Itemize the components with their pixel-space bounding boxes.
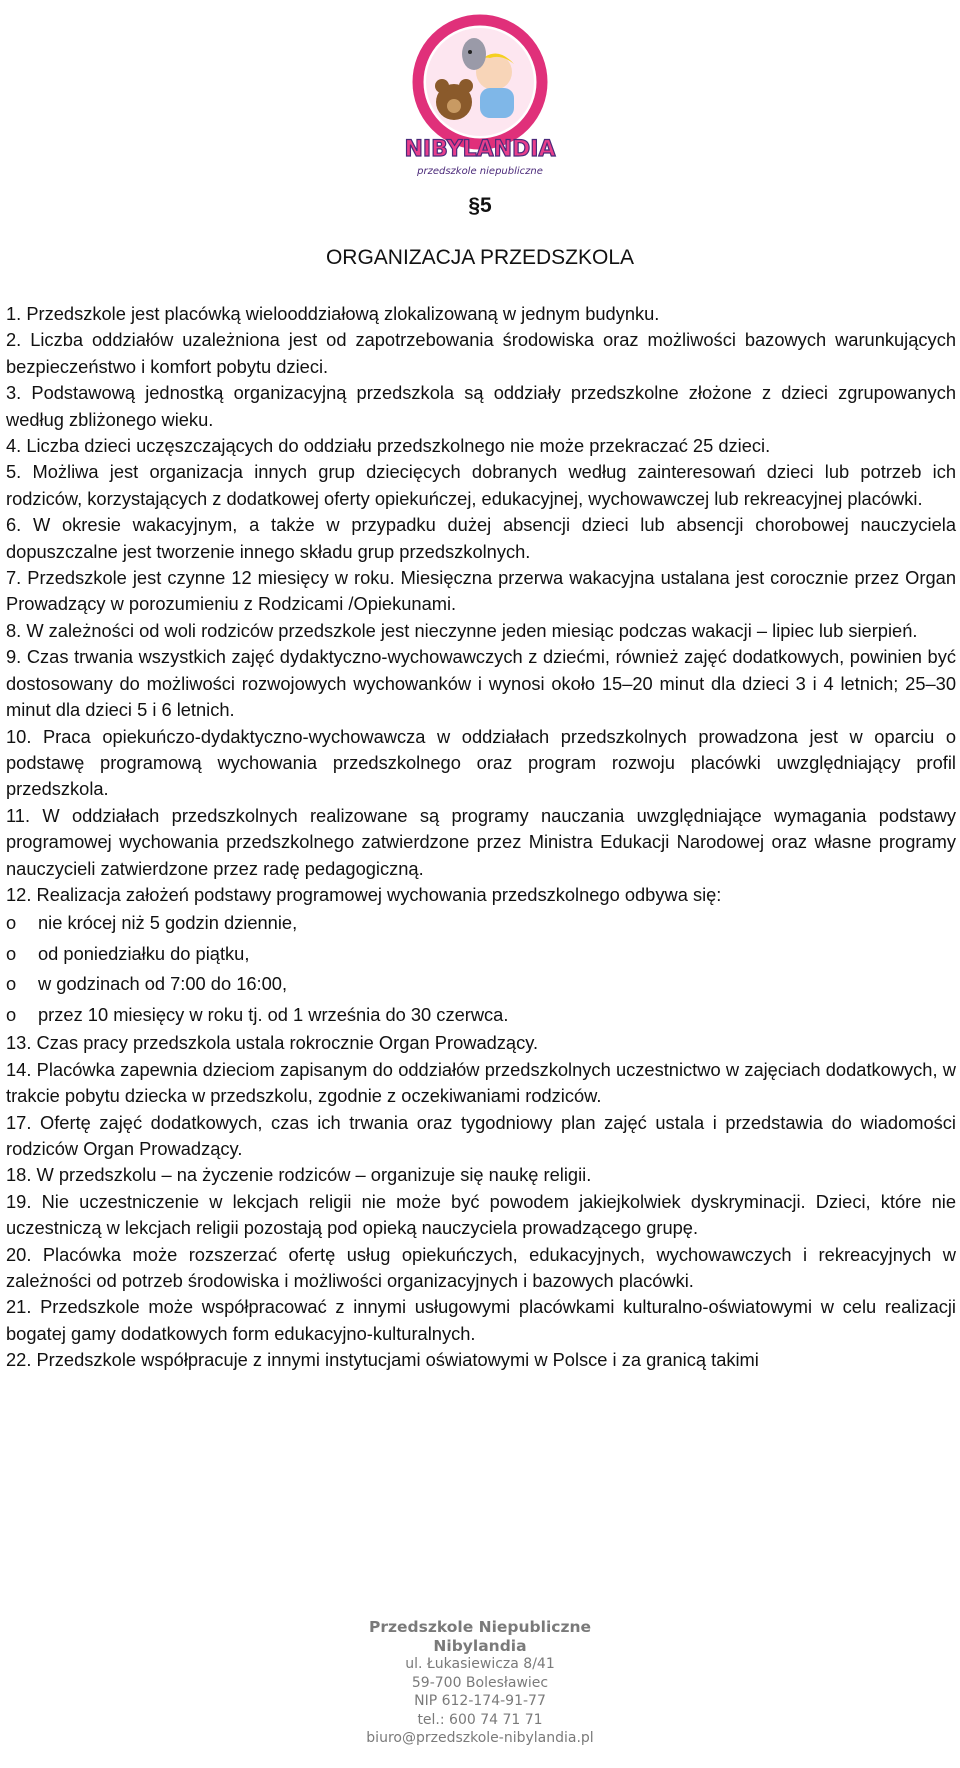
footer-street: ul. Łukasiewicza 8/41 [405,1656,555,1672]
bullet-text: nie krócej niż 5 godzin dziennie, [38,912,298,934]
bullet-marker: o [6,1003,17,1025]
paragraph-3: 3. Podstawową jednostką organizacyjną przedszkola są oddziały przedszkolne złożone z dzieci zgrupowanych według zbliżonego wieku. [6,382,956,430]
paragraph-21: 21. Przedszkole może współpracować z innymi usługowymi placówkami kulturalno-oświatowymi w celu realizacji bogatej gamy dodatkowych form edukacyjno-kulturalnych. [6,1296,956,1344]
paragraph-2: 2. Liczba oddziałów uzależniona jest od zapotrzebowania środowiska oraz możliwości bazowych warunkujących bezpieczeństwo i komfort pobytu dzieci. [6,329,956,377]
list-item [6,939,956,970]
paragraph-19: 19. Nie uczestniczenie w lekcjach religii nie może być powodem jakiejkolwiek dyskryminacji. Dzieci, które nie uczestniczą w lekcjach religii pozostają pod opieką nauczyciela prowadzącego grupę. [6,1190,956,1239]
paragraph-22: 22. Przedszkole współpracuje z innymi instytucjami oświatowymi w Polsce i za granicą takimi [6,1349,759,1371]
footer-address-block [300,1618,660,1748]
footer-city: 59-700 Bolesławiec [411,1674,549,1691]
paragraph-10: 10. Praca opiekuńczo-dydaktyczno-wychowawcza w oddziałach przedszkolnych prowadzona jest w oparciu o podstawę programową wychowania przedszkolnego oraz program rozwoju placówki uwzględniający profil przedszkola. [6,725,956,800]
document-body [6,301,956,1374]
footer-institution-name: Przedszkole Niepubliczne [368,1618,592,1636]
paragraph-8: 8. W zależności od woli rodziców przedszkole jest nieczynne jeden miesiąc podczas wakacji – lipiec lub sierpień. [6,619,918,641]
bullet-marker: o [6,973,17,995]
paragraph-7: 7. Przedszkole jest czynne 12 miesięcy w roku. Miesięczna przerwa wakacyjna ustalana jest corocznie przez Organ Prowadzący w porozumieniu z Rodzicami /Opiekunami. [6,567,956,615]
paragraph-18: 18. W przedszkolu – na życzenie rodziców – organizuje się naukę religii. [6,1164,592,1186]
bullet-marker: o [6,942,17,964]
paragraph-4: 4. Liczba dzieci uczęszczających do oddziału przedszkolnego nie może przekraczać 25 dzieci. [6,435,771,457]
schedule-bullet-list [6,908,956,1030]
bullet-marker: o [6,912,17,934]
paragraph-17: 17. Ofertę zajęć dodatkowych, czas ich trwania oraz tygodniowy plan zajęć ustala i przedstawia do wiadomości rodziców Organ Prowadzący. [6,1111,956,1159]
paragraph-20: 20. Placówka może rozszerzać ofertę usług opiekuńczych, edukacyjnych, wychowawczych i rekreacyjnych w zależności od potrzeb środowiska i możliwości organizacyjnych i bazowych placówki. [6,1243,956,1291]
footer-phone: tel.: 600 74 71 71 [417,1711,543,1728]
list-item [6,908,956,939]
section-number: §5 [468,194,492,217]
bullet-text: w godzinach od 7:00 do 16:00, [38,973,288,995]
paragraph-1: 1. Przedszkole jest placówką wielooddziałową zlokalizowaną w jednym budynku. [6,303,660,324]
list-item [6,969,956,1000]
nibylandia-logo [382,2,578,192]
logo-brand-text: NIBYLANDIA [404,137,556,162]
paragraph-13: 13. Czas pracy przedszkola ustala rokrocznie Organ Prowadzący. [6,1032,539,1054]
paragraph-5: 5. Możliwa jest organizacja innych grup dziecięcych dobranych według zainteresowań dzieci lub potrzeb ich rodziców, korzystających z dodatkowej oferty opiekuńczej, edukacyjnej, wychowawczej lub rekreacyjnej placówki. [6,461,956,509]
paragraph-11: 11. W oddziałach przedszkolnych realizowane są programy nauczania uwzględniające wymagania podstawy programowej wychowania przedszkolnego zatwierdzone przez Ministra Edukacji Narodowej oraz własne programy nauczycieli zatwierdzone przez radę pedagogiczną. [6,804,956,879]
paragraph-12: 12. Realizacja założeń podstawy programowej wychowania przedszkolnego odbywa się: [6,883,722,905]
list-item [6,1000,956,1031]
bullet-text: przez 10 miesięcy w roku tj. od 1 września do 30 czerwca. [38,1003,509,1025]
paragraph-6: 6. W okresie wakacyjnym, a także w przypadku dużej absencji dzieci lub absencji chorobowej nauczyciela dopuszczalne jest tworzenie innego składu grup przedszkolnych. [6,514,956,562]
footer-email: biuro@przedszkole-nibylandia.pl [366,1730,594,1746]
logo-tagline-text: przedszkole niepubliczne [417,166,543,177]
paragraph-14: 14. Placówka zapewnia dzieciom zapisanym do oddziałów przedszkolnych uczestnictwo w zajęciach dodatkowych, w trakcie pobytu dziecka w przedszkolu, zgodnie z oczekiwaniami rodziców. [6,1058,956,1107]
footer-brand-name: Nibylandia [433,1636,527,1655]
paragraph-9: 9. Czas trwania wszystkich zajęć dydaktyczno-wychowawczych z dziećmi, również zajęć dodatkowych, powinien być dostosowany do możliwości rozwojowych wychowanków i wynosi około 15–20 minut dla dzieci 3 i 4 letnich; 25–30 minut dla dzieci 5 i 6 letnich. [6,646,956,721]
section-heading: ORGANIZACJA PRZEDSZKOLA [325,246,635,269]
bullet-text: od poniedziałku do piątku, [38,942,250,964]
footer-nip: NIP 612-174-91-77 [414,1693,546,1709]
